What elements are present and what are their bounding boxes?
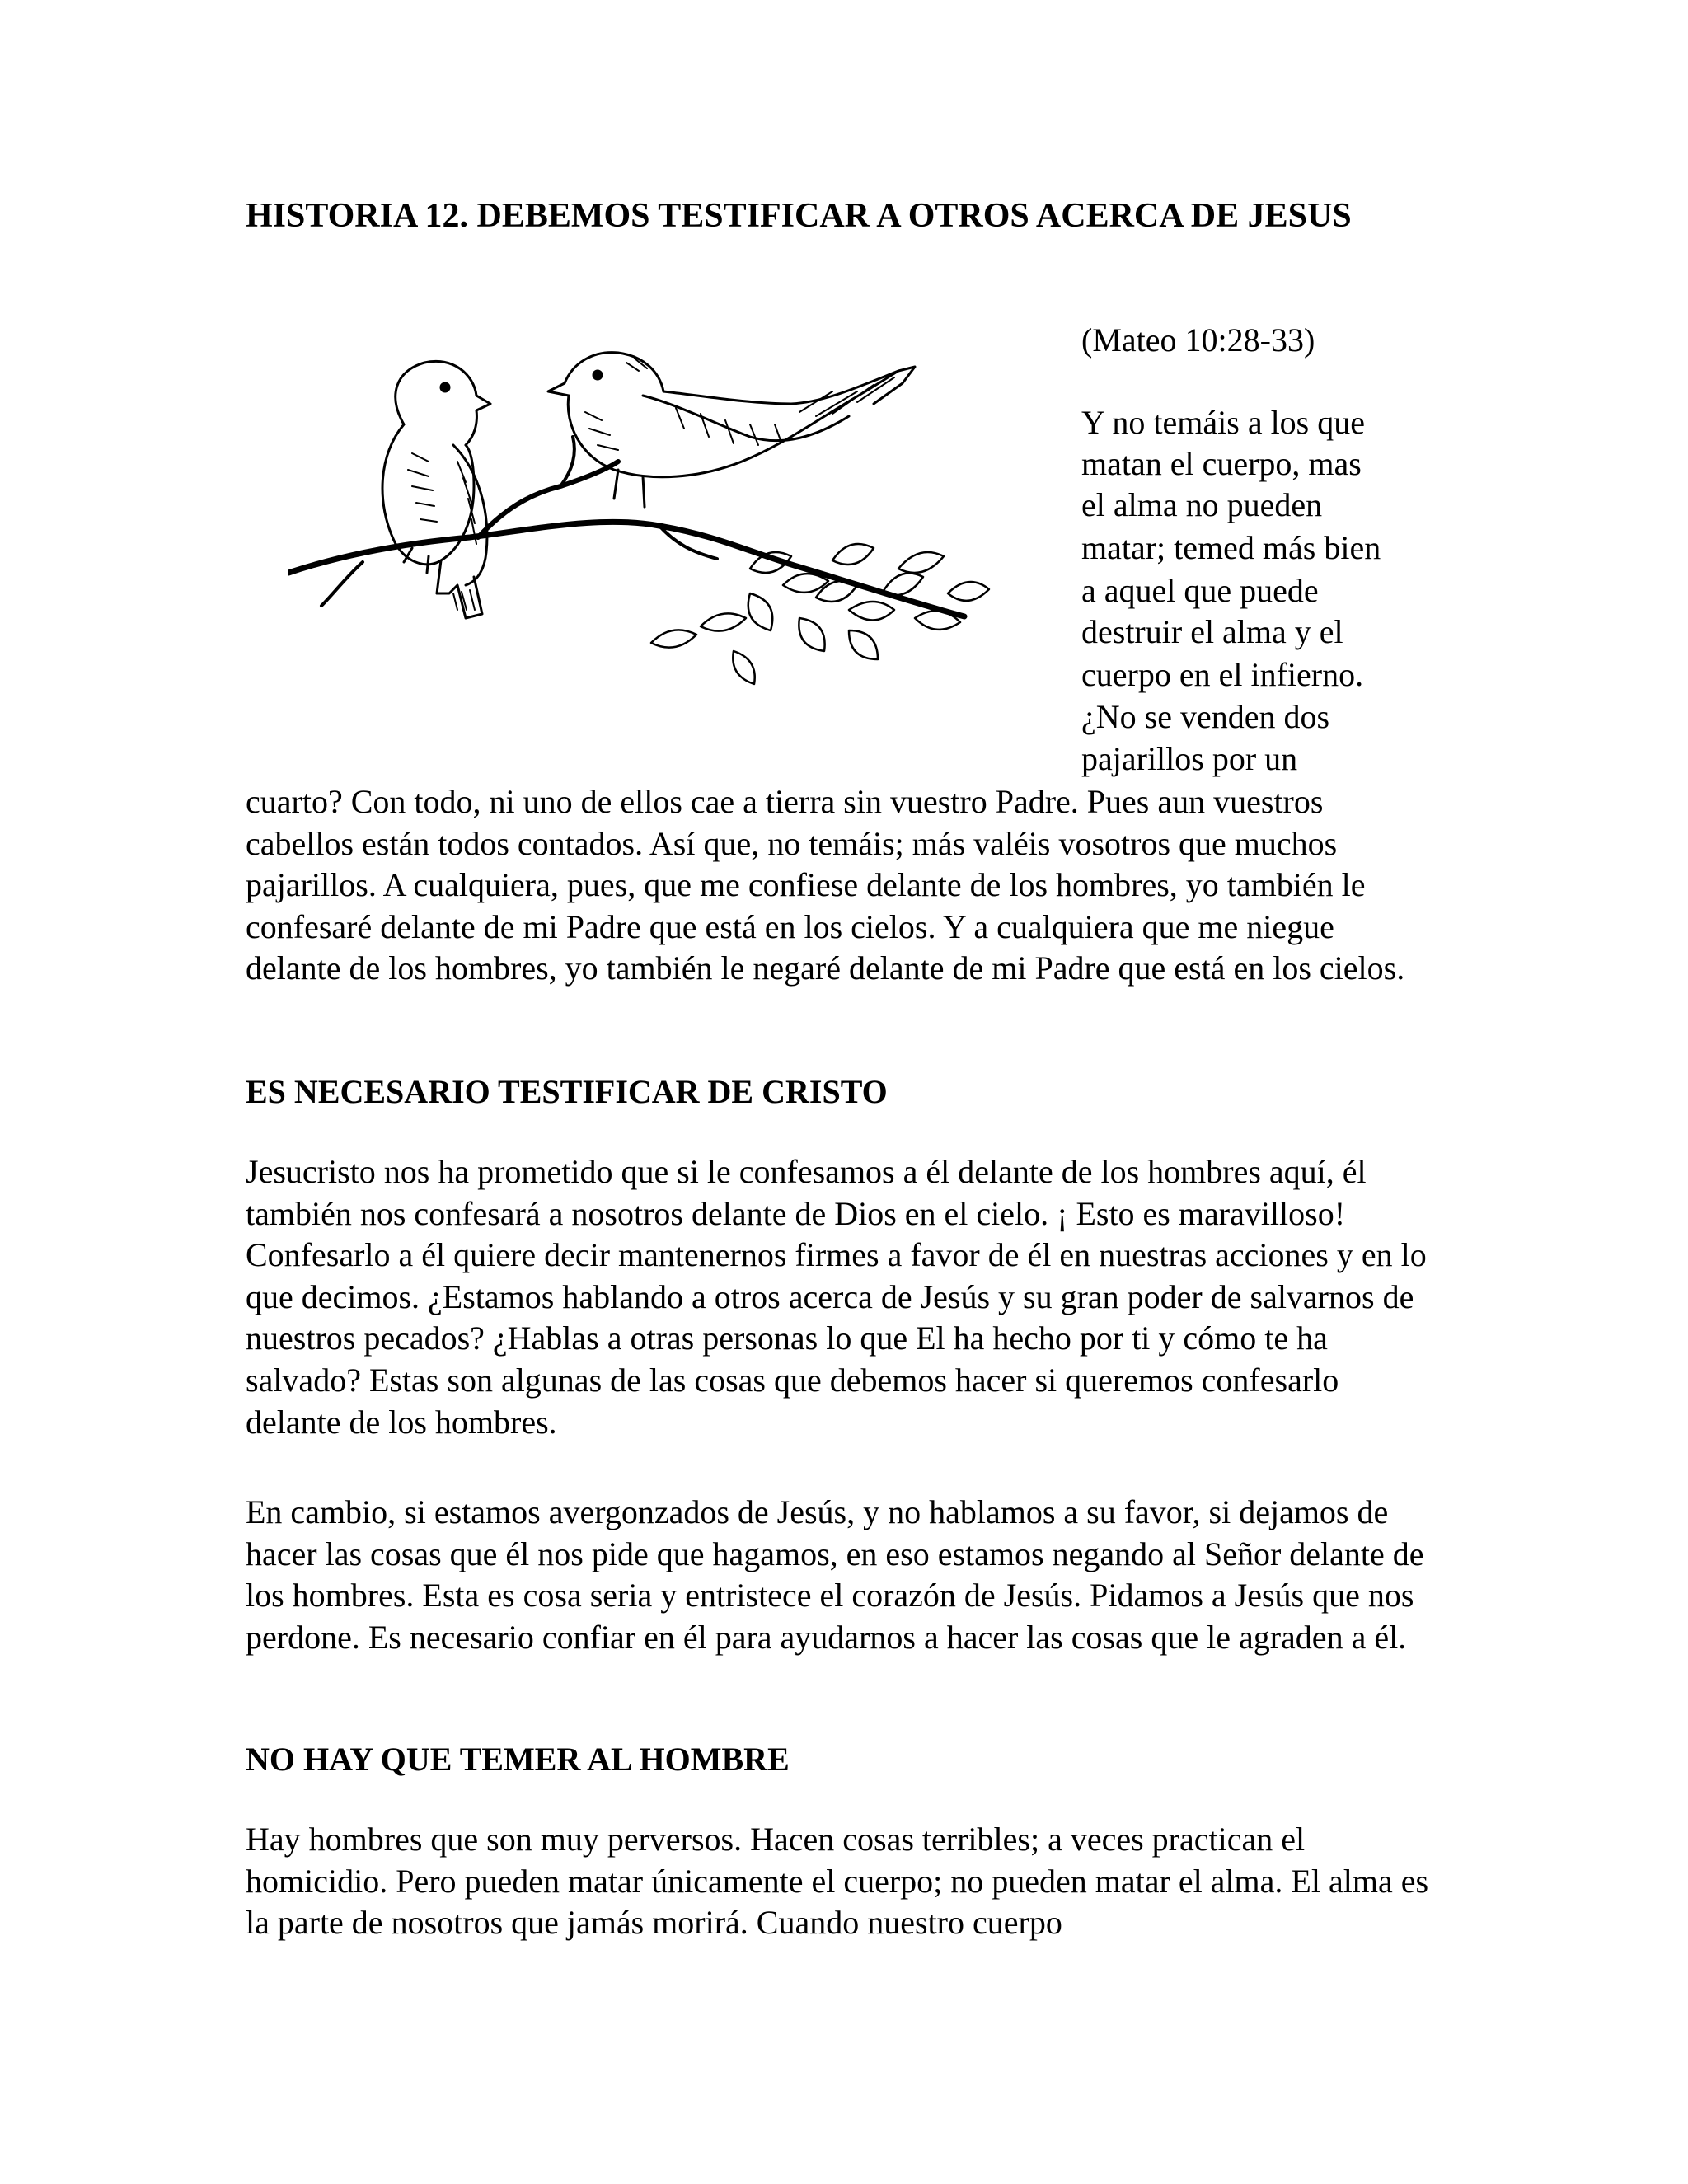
scripture-reference: (Mateo 10:28-33): [1081, 321, 1315, 359]
verse-line: cuerpo en el infierno.: [1081, 656, 1364, 693]
verse-line: el alma no pueden: [1081, 486, 1323, 523]
verse-continuation: cuarto? Con todo, ni uno de ellos cae a tierra sin vuestro Padre. Pues aun vuestros cabellos están todos contados. Así que, no temáis; más valéis vosotros que muchos pajarillos. A cualquiera, pues, que me confiese delante de los hombres, yo también le confesaré delante de mi Padre que está en los cielos. Y a cualquiera que me niegue delante de los hombres, yo también le negaré delante de mi Padre que está en los cielos.: [246, 783, 1405, 987]
paragraph: Hay hombres que son muy perversos. Hacen cosas terribles; a veces practican el homicidio. Pero pueden matar únicamente el cuerpo; no pueden matar el alma. El alma es la parte de nosotros que jamás morirá. Cuando nuestro cuerpo: [246, 1821, 1429, 1942]
two-birds-on-branch-illustration: [288, 346, 1055, 701]
verse-line: Y no temáis a los que: [1081, 404, 1366, 441]
paragraph: Jesucristo nos ha prometido que si le confesamos a él delante de los hombres aquí, él también nos confesará a nosotros delante de Dios en el cielo. ¡ Esto es maravilloso! Confesarlo a él quiere decir mantenernos firmes a favor de él en nuestras acciones y en lo que decimos. ¿Estamos hablando a otros acerca de Jesús y su gran poder de salvarnos de nuestros pecados? ¿Hablas a otras personas lo que El ha hecho por ti y cómo te ha salvado? Estas son algunas de las cosas que debemos hacer si queremos confesarlo delante de los hombres.: [246, 1153, 1427, 1441]
verse-line: matan el cuerpo, mas: [1081, 445, 1362, 482]
verse-line: matar; temed más bien: [1081, 529, 1381, 566]
verse-line: a aquel que puede: [1081, 572, 1319, 609]
verse-line: destruir el alma y el: [1081, 613, 1343, 650]
verse-line: ¿No se venden dos: [1081, 698, 1330, 735]
paragraph: En cambio, si estamos avergonzados de Jesús, y no hablamos a su favor, si dejamos de hacer las cosas que él nos pide que hagamos, en eso estamos negando al Señor delante de los hombres. Esta es cosa seria y entristece el corazón de Jesús. Pidamos a Jesús que nos perdone. Es necesario confiar en él para ayudarnos a hacer las cosas que le agraden a él.: [246, 1493, 1424, 1656]
page-title: HISTORIA 12. DEBEMOS TESTIFICAR A OTROS ACERCA DE JESUS: [246, 197, 1352, 235]
section-heading: ES NECESARIO TESTIFICAR DE CRISTO: [246, 1073, 888, 1110]
section-heading: NO HAY QUE TEMER AL HOMBRE: [246, 1741, 790, 1778]
verse-line: pajarillos por un: [1081, 740, 1298, 777]
